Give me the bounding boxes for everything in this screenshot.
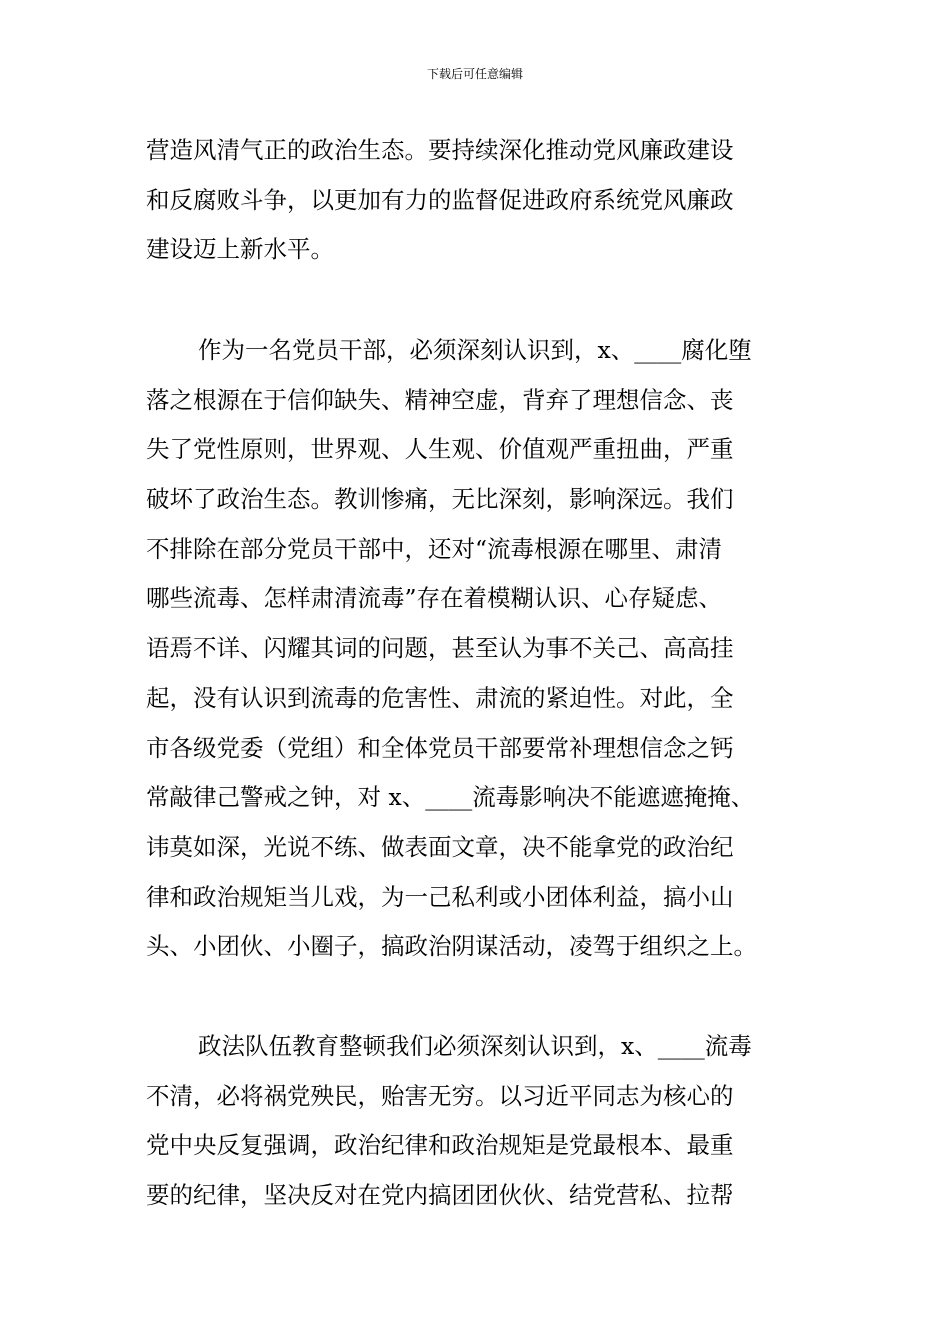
text-line: 落之根源在于信仰缺失、精神空虚，背弃了理想信念、丧 [146, 385, 734, 414]
text-line: 市各级党委（党组）和全体党员干部要常补理想信念之钙 [146, 733, 734, 762]
paragraph-3 [146, 1022, 810, 1221]
text-line: 哪些流毒、怎样肃清流毒”存在着模糊认识、心存疑虑、 [146, 584, 723, 613]
text-line: 律和政治规矩当儿戏，为一己私利或小团体利益，搞小山 [146, 882, 734, 911]
text-line: 党中央反复强调，政治纪律和政治规矩是党最根本、最重 [146, 1131, 734, 1160]
text-line: 要的纪律，坚决反对在党内搞团团伙伙、结党营私、拉帮 [146, 1181, 734, 1210]
paragraph-2 [146, 326, 810, 972]
text-line: 破坏了政治生态。教训惨痛，无比深刻，影响深远。我们 [146, 485, 734, 514]
text-line: 建设迈上新水平。 [146, 235, 334, 264]
text-line: 营造风清气正的政治生态。要持续深化推动党风廉政建设 [146, 136, 734, 164]
text-line: 作为一名党员干部，必须深刻认识到，x、____腐化堕 [198, 336, 752, 364]
text-line: 和反腐败斗争，以更加有力的监督促进政府系统党风廉政 [146, 185, 734, 214]
text-line: 常敲律己警戒之钟，对 x、____流毒影响决不能遮遮掩掩、 [146, 783, 755, 812]
text-line: 失了党性原则，世界观、人生观、价值观严重扭曲，严重 [146, 435, 734, 464]
text-line: 政法队伍教育整顿我们必须深刻认识到，x、____流毒 [198, 1032, 752, 1060]
paragraph-1 [146, 126, 810, 275]
text-line: 头、小团伙、小圈子，搞政治阴谋活动，凌驾于组织之上。 [146, 932, 757, 961]
text-line: 起，没有认识到流毒的危害性、肃流的紧迫性。对此，全 [146, 683, 734, 712]
text-line: 语焉不详、闪耀其词的问题，甚至认为事不关己、高高挂 [146, 634, 734, 663]
text-line: 讳莫如深，光说不练、做表面文章，决不能拿党的政治纪 [146, 832, 734, 861]
page-header: 下载后可任意编辑 [426, 67, 523, 81]
text-line: 不清，必将祸党殃民，贻害无穷。以习近平同志为核心的 [146, 1081, 734, 1110]
text-line: 不排除在部分党员干部中，还对“流毒根源在哪里、肃清 [146, 534, 723, 563]
